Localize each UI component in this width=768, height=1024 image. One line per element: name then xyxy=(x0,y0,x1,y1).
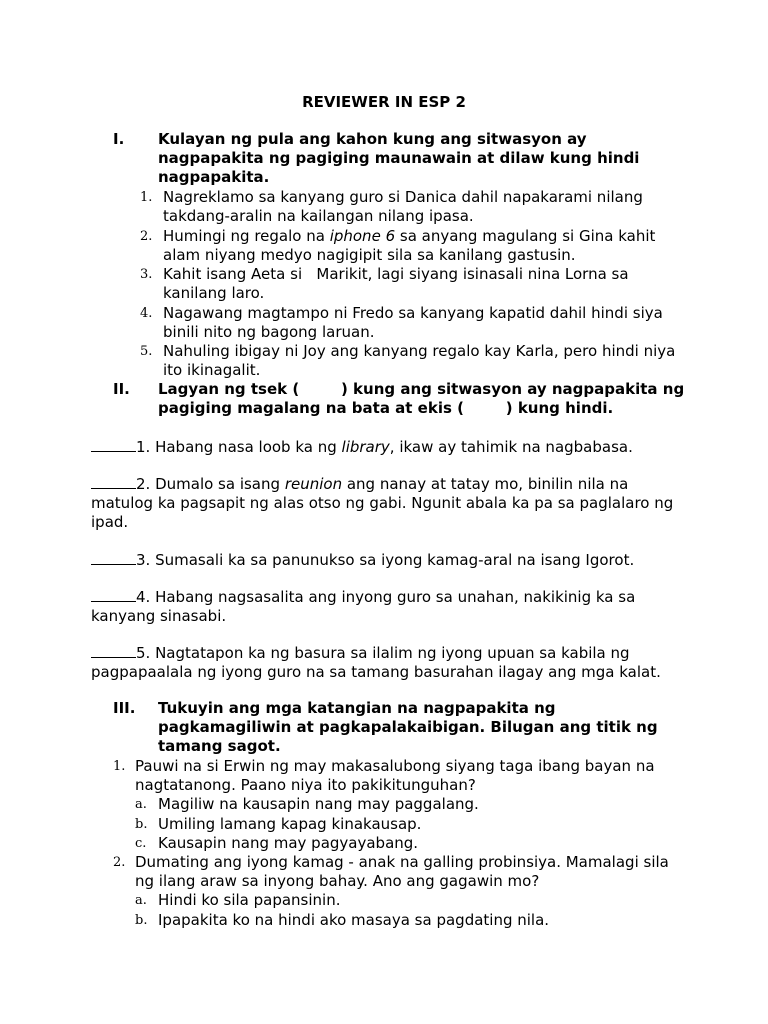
s3-question-2-number: 2. xyxy=(113,855,126,870)
s3-q1-choice-c[interactable]: Kausapin nang may pagyayabang. xyxy=(158,834,419,852)
s3-q1-choice-c-letter: c. xyxy=(135,836,147,851)
answer-blank[interactable] xyxy=(91,437,136,452)
s1-item-1-number: 1. xyxy=(140,190,153,205)
s3-q2-choice-b-letter: b. xyxy=(135,913,148,928)
answer-blank[interactable] xyxy=(91,474,136,489)
s2-item-1: 1. Habang nasa loob ka ng library, ikaw ay tahimik na nagbabasa. xyxy=(91,437,711,457)
s1-item-2-text: Humingi ng regalo na iphone 6 sa anyang magulang si Gina kahit alam niyang medyo nagigipit sila sa kanilang gastusin. xyxy=(163,227,656,264)
s3-q1-choice-a-letter: a. xyxy=(135,797,147,812)
s3-q2-choice-b[interactable]: Ipapakita ko na hindi ako masaya sa pagdating nila. xyxy=(158,911,550,929)
s2-item-4: 4. Habang nagsasalita ang inyong guro sa unahan, nakikinig ka sa kanyang sinasabi. xyxy=(91,588,636,625)
answer-blank[interactable] xyxy=(91,643,136,658)
s1-item-3-text: Kahit isang Aeta si Marikit, lagi siyang isinasali nina Lorna sa kanilang laro. xyxy=(163,265,634,302)
s1-item-3-number: 3. xyxy=(140,267,153,282)
section-2-heading: Lagyan ng tsek ( ) kung ang sitwasyon ay nagpapakita ng pagiging magalang na bata at ekis ( ) kung hindi. xyxy=(158,380,690,417)
section-2-numeral: II. xyxy=(113,380,130,398)
s1-item-5-text: Nahuling ibigay ni Joy ang kanyang regalo kay Karla, pero hindi niya ito ikinagalit. xyxy=(163,342,676,379)
section-3-heading: Tukuyin ang mga katangian na nagpapakita ng pagkamagiliwin at pagkapalakaibigan. Bilugan ang titik ng tamang sagot. xyxy=(158,699,658,755)
s3-q2-choice-a-letter: a. xyxy=(135,893,147,908)
s3-q1-choice-b-letter: b. xyxy=(135,817,148,832)
s3-question-1-text: Pauwi na si Erwin ng may makasalubong siyang taga ibang bayan na nagtatanong. Paano niya ito pakikitunguhan? xyxy=(135,757,655,794)
section-3-numeral: III. xyxy=(113,699,136,717)
document-title: REVIEWER IN ESP 2 xyxy=(302,93,466,111)
s2-item-3: 3. Sumasali ka sa panunukso sa iyong kamag-aral na isang Igorot. xyxy=(91,550,711,570)
answer-blank[interactable] xyxy=(91,587,136,602)
s1-item-2-number: 2. xyxy=(140,229,153,244)
s1-item-1-text: Nagreklamo sa kanyang guro si Danica dahil napakarami nilang takdang-aralin na kailangan nilang ipasa. xyxy=(163,188,643,225)
s3-question-2-text: Dumating ang iyong kamag - anak na galling probinsiya. Mamalagi sila ng ilang araw sa inyong bahay. Ano ang gagawin mo? xyxy=(135,853,669,890)
s1-item-4-number: 4. xyxy=(140,306,153,321)
s1-item-4-text: Nagawang magtampo ni Fredo sa kanyang kapatid dahil hindi siya binili nito ng bagong laruan. xyxy=(163,304,663,341)
s3-question-1-number: 1. xyxy=(113,759,126,774)
answer-blank[interactable] xyxy=(91,550,136,565)
s2-item-2: 2. Dumalo sa isang reunion ang nanay at tatay mo, binilin nila na matulog ka pagsapit ng alas otso ng gabi. Ngunit abala ka pa sa paglalaro ng ipad. xyxy=(91,475,674,531)
s3-q1-choice-a[interactable]: Magiliw na kausapin nang may paggalang. xyxy=(158,795,479,813)
s3-q1-choice-b[interactable]: Umiling lamang kapag kinakausap. xyxy=(158,815,422,833)
section-1-heading: Kulayan ng pula ang kahon kung ang sitwasyon ay nagpapakita ng pagiging maunawain at dilaw kung hindi nagpapakita. xyxy=(158,130,640,186)
s1-item-5-number: 5. xyxy=(140,344,153,359)
s3-q2-choice-a[interactable]: Hindi ko sila papansinin. xyxy=(158,891,341,909)
section-1-numeral: I. xyxy=(113,130,125,148)
s2-item-5: 5. Nagtatapon ka ng basura sa ilalim ng iyong upuan sa kabila ng pagpapaalala ng iyong guro na sa tamang basurahan ilagay ang mga kalat. xyxy=(91,644,661,681)
